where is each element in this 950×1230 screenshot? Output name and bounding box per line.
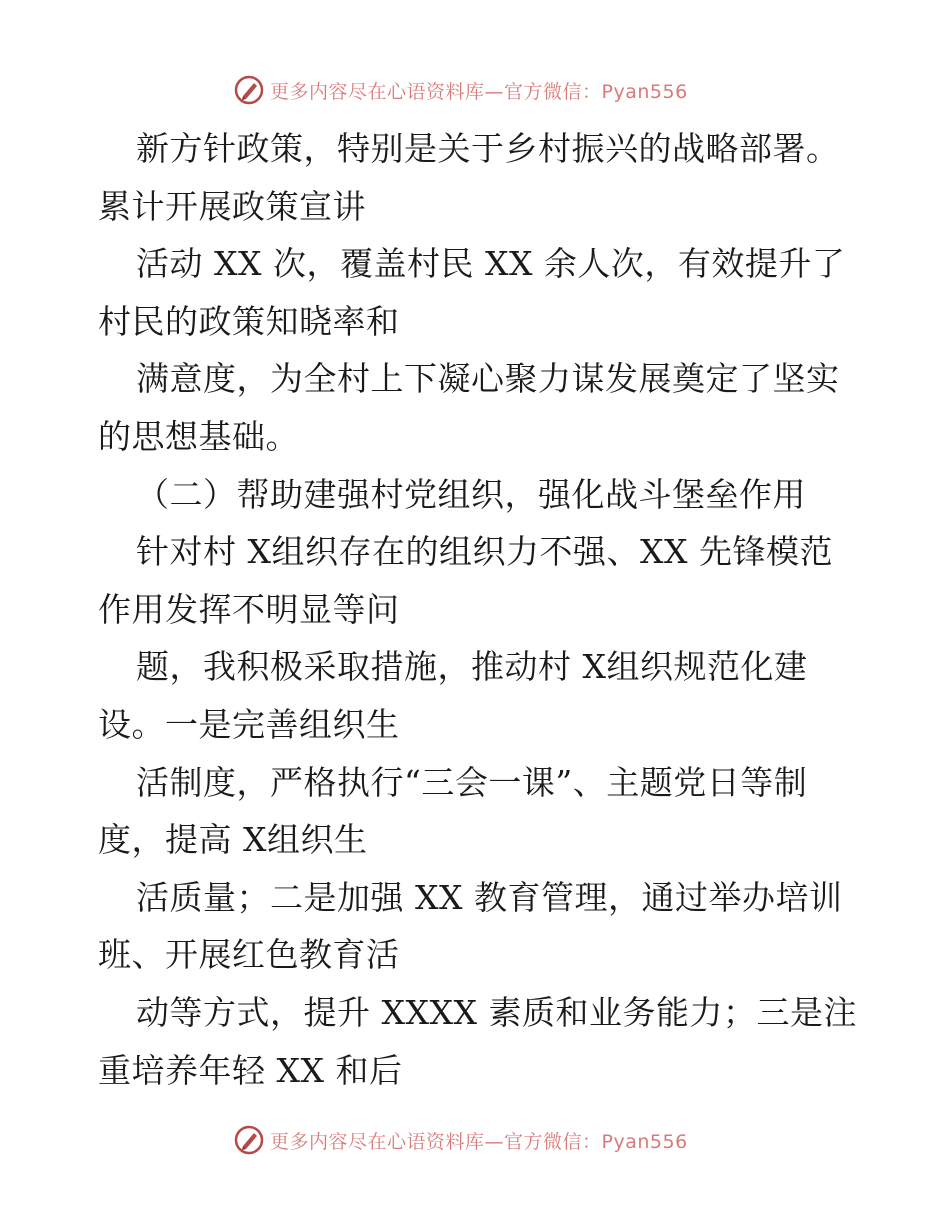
section-heading: （二）帮助建强村党组织，强化战斗堡垒作用	[136, 474, 806, 514]
text-line: 度，提高 X组织生	[98, 820, 368, 860]
text-line: 村民的政策知晓率和	[98, 301, 400, 341]
text-line: 活制度，严格执行“三会一课”、主题党日等制	[136, 762, 808, 802]
text-line: 的思想基础。	[98, 416, 299, 456]
text-line: 重培养年轻 XX 和后	[98, 1050, 403, 1090]
text-line: 满意度，为全村上下凝心聚力谋发展奠定了坚实	[136, 359, 840, 399]
text-line: 新方针政策，特别是关于乡村振兴的战略部署。	[136, 129, 840, 168]
header-banner-text: 更多内容尽在心语资料库—官方微信：Pyan556	[270, 80, 688, 103]
text-line: 活动 XX 次，覆盖村民 XX 余人次，有效提升了	[136, 244, 846, 284]
pen-logo-icon	[234, 75, 264, 105]
text-line: 针对村 X组织存在的组织力不强、XX 先锋模范	[136, 532, 833, 572]
text-line: 动等方式，提升 XXXX 素质和业务能力；三是注	[136, 992, 857, 1032]
text-line: 题，我积极采取措施，推动村 X组织规范化建	[136, 647, 808, 687]
text-line: 活质量；二是加强 XX 教育管理，通过举办培训	[136, 877, 843, 917]
text-line: 设。一是完善组织生	[98, 704, 400, 744]
pen-logo-icon	[234, 1125, 264, 1155]
header-banner	[234, 73, 688, 107]
text-line: 班、开展红色教育活	[98, 935, 400, 975]
footer-banner-text: 更多内容尽在心语资料库—官方微信：Pyan556	[270, 1130, 688, 1153]
text-line: 作用发挥不明显等问	[98, 589, 400, 629]
text-line: 累计开展政策宣讲	[98, 186, 366, 226]
footer-banner	[234, 1123, 688, 1157]
body-text	[98, 120, 858, 1099]
